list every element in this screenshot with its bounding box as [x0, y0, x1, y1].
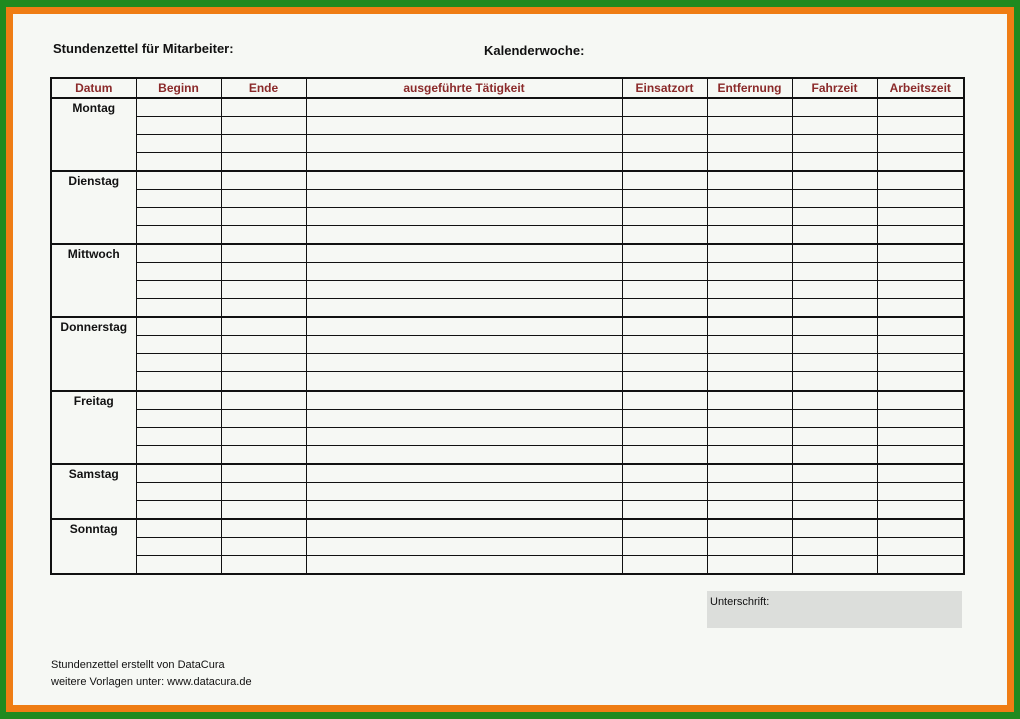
entry-cell-taetigkeit[interactable] [306, 244, 622, 263]
entry-cell-einsatzort[interactable] [622, 153, 707, 172]
entry-cell-arbeitszeit[interactable] [877, 171, 964, 190]
entry-cell-ende[interactable] [221, 190, 306, 208]
column-header-taetigkeit: ausgeführte Tätigkeit [306, 78, 622, 98]
entry-cell-arbeitszeit[interactable] [877, 244, 964, 263]
column-header-datum: Datum [51, 78, 136, 98]
entry-cell-ende[interactable] [221, 135, 306, 153]
entry-cell-entfernung[interactable] [707, 281, 792, 299]
entry-cell-arbeitszeit[interactable] [877, 336, 964, 354]
signature-label: Unterschrift: [710, 596, 770, 608]
table-row [51, 354, 964, 372]
table-row [51, 464, 964, 483]
entry-cell-ende[interactable] [221, 537, 306, 555]
table-row [51, 427, 964, 445]
entry-cell-fahrzeit[interactable] [792, 190, 877, 208]
entry-cell-fahrzeit[interactable] [792, 171, 877, 190]
entry-cell-fahrzeit[interactable] [792, 409, 877, 427]
table-row [51, 317, 964, 336]
footer [51, 657, 252, 691]
table-row [51, 263, 964, 281]
entry-cell-arbeitszeit[interactable] [877, 427, 964, 445]
entry-cell-fahrzeit[interactable] [792, 135, 877, 153]
signature-field[interactable] [707, 591, 962, 628]
timesheet-title: Stundenzettel für Mitarbeiter: [53, 41, 234, 56]
entry-cell-arbeitszeit[interactable] [877, 317, 964, 336]
entry-cell-einsatzort[interactable] [622, 555, 707, 574]
entry-cell-einsatzort[interactable] [622, 519, 707, 538]
entry-cell-entfernung[interactable] [707, 519, 792, 538]
week-label: Kalenderwoche: [484, 43, 585, 58]
entry-cell-beginn[interactable] [136, 391, 221, 410]
entry-cell-beginn[interactable] [136, 445, 221, 464]
table-row [51, 281, 964, 299]
table-row [51, 500, 964, 519]
entry-cell-entfernung[interactable] [707, 464, 792, 483]
table-row [51, 117, 964, 135]
entry-cell-ende[interactable] [221, 153, 306, 172]
entry-cell-fahrzeit[interactable] [792, 500, 877, 519]
entry-cell-einsatzort[interactable] [622, 336, 707, 354]
entry-cell-beginn[interactable] [136, 427, 221, 445]
footer-credit: Stundenzettel erstellt von DataCura [51, 659, 225, 671]
column-header-fahrzeit: Fahrzeit [792, 78, 877, 98]
day-label: Freitag [51, 391, 136, 464]
entry-cell-einsatzort[interactable] [622, 464, 707, 483]
entry-cell-arbeitszeit[interactable] [877, 555, 964, 574]
entry-cell-beginn[interactable] [136, 317, 221, 336]
entry-cell-beginn[interactable] [136, 190, 221, 208]
entry-cell-taetigkeit[interactable] [306, 208, 622, 226]
entry-cell-arbeitszeit[interactable] [877, 391, 964, 410]
entry-cell-fahrzeit[interactable] [792, 519, 877, 538]
entry-cell-entfernung[interactable] [707, 153, 792, 172]
entry-cell-beginn[interactable] [136, 226, 221, 245]
entry-cell-ende[interactable] [221, 171, 306, 190]
entry-cell-einsatzort[interactable] [622, 299, 707, 318]
entry-cell-beginn[interactable] [136, 153, 221, 172]
entry-cell-entfernung[interactable] [707, 391, 792, 410]
entry-cell-beginn[interactable] [136, 135, 221, 153]
table-row [51, 482, 964, 500]
table-row [51, 244, 964, 263]
entry-cell-fahrzeit[interactable] [792, 537, 877, 555]
entry-cell-arbeitszeit[interactable] [877, 208, 964, 226]
entry-cell-arbeitszeit[interactable] [877, 354, 964, 372]
entry-cell-taetigkeit[interactable] [306, 317, 622, 336]
day-label: Sonntag [51, 519, 136, 574]
entry-cell-entfernung[interactable] [707, 500, 792, 519]
entry-cell-arbeitszeit[interactable] [877, 263, 964, 281]
entry-cell-entfernung[interactable] [707, 208, 792, 226]
entry-cell-fahrzeit[interactable] [792, 317, 877, 336]
entry-cell-entfernung[interactable] [707, 427, 792, 445]
entry-cell-fahrzeit[interactable] [792, 445, 877, 464]
entry-cell-einsatzort[interactable] [622, 117, 707, 135]
table-row [51, 226, 964, 245]
table-row [51, 98, 964, 117]
entry-cell-fahrzeit[interactable] [792, 226, 877, 245]
entry-cell-fahrzeit[interactable] [792, 244, 877, 263]
entry-cell-einsatzort[interactable] [622, 281, 707, 299]
entry-cell-fahrzeit[interactable] [792, 555, 877, 574]
entry-cell-beginn[interactable] [136, 117, 221, 135]
entry-cell-taetigkeit[interactable] [306, 427, 622, 445]
entry-cell-ende[interactable] [221, 391, 306, 410]
entry-cell-beginn[interactable] [136, 500, 221, 519]
table-row [51, 299, 964, 318]
entry-cell-taetigkeit[interactable] [306, 500, 622, 519]
entry-cell-entfernung[interactable] [707, 537, 792, 555]
entry-cell-taetigkeit[interactable] [306, 482, 622, 500]
table-row [51, 372, 964, 391]
entry-cell-ende[interactable] [221, 555, 306, 574]
entry-cell-ende[interactable] [221, 98, 306, 117]
entry-cell-arbeitszeit[interactable] [877, 372, 964, 391]
entry-cell-entfernung[interactable] [707, 317, 792, 336]
entry-cell-beginn[interactable] [136, 409, 221, 427]
entry-cell-ende[interactable] [221, 445, 306, 464]
entry-cell-ende[interactable] [221, 500, 306, 519]
day-label: Donnerstag [51, 317, 136, 390]
entry-cell-arbeitszeit[interactable] [877, 226, 964, 245]
entry-cell-entfernung[interactable] [707, 117, 792, 135]
entry-cell-ende[interactable] [221, 226, 306, 245]
entry-cell-fahrzeit[interactable] [792, 117, 877, 135]
entry-cell-ende[interactable] [221, 244, 306, 263]
entry-cell-einsatzort[interactable] [622, 208, 707, 226]
entry-cell-einsatzort[interactable] [622, 354, 707, 372]
entry-cell-einsatzort[interactable] [622, 171, 707, 190]
entry-cell-taetigkeit[interactable] [306, 519, 622, 538]
entry-cell-beginn[interactable] [136, 464, 221, 483]
entry-cell-einsatzort[interactable] [622, 445, 707, 464]
entry-cell-taetigkeit[interactable] [306, 555, 622, 574]
table-row [51, 391, 964, 410]
entry-cell-einsatzort[interactable] [622, 317, 707, 336]
table-row [51, 336, 964, 354]
entry-cell-ende[interactable] [221, 372, 306, 391]
entry-cell-einsatzort[interactable] [622, 372, 707, 391]
entry-cell-taetigkeit[interactable] [306, 263, 622, 281]
entry-cell-taetigkeit[interactable] [306, 190, 622, 208]
entry-cell-einsatzort[interactable] [622, 263, 707, 281]
entry-cell-arbeitszeit[interactable] [877, 500, 964, 519]
entry-cell-beginn[interactable] [136, 336, 221, 354]
table-row [51, 190, 964, 208]
column-header-ende: Ende [221, 78, 306, 98]
entry-cell-taetigkeit[interactable] [306, 281, 622, 299]
entry-cell-einsatzort[interactable] [622, 190, 707, 208]
entry-cell-entfernung[interactable] [707, 226, 792, 245]
entry-cell-entfernung[interactable] [707, 263, 792, 281]
entry-cell-beginn[interactable] [136, 537, 221, 555]
column-header-entfernung: Entfernung [707, 78, 792, 98]
entry-cell-arbeitszeit[interactable] [877, 299, 964, 318]
day-label: Mittwoch [51, 244, 136, 317]
entry-cell-arbeitszeit[interactable] [877, 117, 964, 135]
entry-cell-einsatzort[interactable] [622, 537, 707, 555]
timesheet-table [50, 77, 965, 575]
entry-cell-taetigkeit[interactable] [306, 299, 622, 318]
entry-cell-einsatzort[interactable] [622, 427, 707, 445]
entry-cell-arbeitszeit[interactable] [877, 519, 964, 538]
table-row [51, 555, 964, 574]
entry-cell-ende[interactable] [221, 263, 306, 281]
entry-cell-arbeitszeit[interactable] [877, 135, 964, 153]
entry-cell-ende[interactable] [221, 427, 306, 445]
entry-cell-taetigkeit[interactable] [306, 409, 622, 427]
table-row [51, 409, 964, 427]
entry-cell-einsatzort[interactable] [622, 500, 707, 519]
entry-cell-ende[interactable] [221, 409, 306, 427]
entry-cell-ende[interactable] [221, 317, 306, 336]
entry-cell-beginn[interactable] [136, 281, 221, 299]
entry-cell-entfernung[interactable] [707, 555, 792, 574]
entry-cell-fahrzeit[interactable] [792, 263, 877, 281]
table-header-row [51, 78, 964, 98]
entry-cell-entfernung[interactable] [707, 409, 792, 427]
entry-cell-taetigkeit[interactable] [306, 537, 622, 555]
entry-cell-taetigkeit[interactable] [306, 98, 622, 117]
entry-cell-ende[interactable] [221, 354, 306, 372]
entry-cell-entfernung[interactable] [707, 336, 792, 354]
day-label: Samstag [51, 464, 136, 519]
table-row [51, 135, 964, 153]
entry-cell-arbeitszeit[interactable] [877, 98, 964, 117]
entry-cell-beginn[interactable] [136, 263, 221, 281]
entry-cell-arbeitszeit[interactable] [877, 537, 964, 555]
entry-cell-fahrzeit[interactable] [792, 464, 877, 483]
entry-cell-taetigkeit[interactable] [306, 391, 622, 410]
entry-cell-einsatzort[interactable] [622, 98, 707, 117]
entry-cell-taetigkeit[interactable] [306, 464, 622, 483]
entry-cell-fahrzeit[interactable] [792, 153, 877, 172]
entry-cell-arbeitszeit[interactable] [877, 153, 964, 172]
entry-cell-beginn[interactable] [136, 555, 221, 574]
entry-cell-fahrzeit[interactable] [792, 208, 877, 226]
table-row [51, 537, 964, 555]
entry-cell-arbeitszeit[interactable] [877, 281, 964, 299]
entry-cell-taetigkeit[interactable] [306, 153, 622, 172]
entry-cell-fahrzeit[interactable] [792, 336, 877, 354]
entry-cell-taetigkeit[interactable] [306, 226, 622, 245]
entry-cell-entfernung[interactable] [707, 244, 792, 263]
entry-cell-ende[interactable] [221, 464, 306, 483]
table-row [51, 208, 964, 226]
entry-cell-einsatzort[interactable] [622, 482, 707, 500]
entry-cell-arbeitszeit[interactable] [877, 409, 964, 427]
entry-cell-beginn[interactable] [136, 482, 221, 500]
entry-cell-fahrzeit[interactable] [792, 391, 877, 410]
entry-cell-ende[interactable] [221, 208, 306, 226]
entry-cell-einsatzort[interactable] [622, 409, 707, 427]
table-row [51, 153, 964, 172]
entry-cell-entfernung[interactable] [707, 171, 792, 190]
entry-cell-ende[interactable] [221, 336, 306, 354]
entry-cell-beginn[interactable] [136, 208, 221, 226]
column-header-arbeitszeit: Arbeitszeit [877, 78, 964, 98]
entry-cell-fahrzeit[interactable] [792, 299, 877, 318]
entry-cell-arbeitszeit[interactable] [877, 190, 964, 208]
entry-cell-taetigkeit[interactable] [306, 372, 622, 391]
entry-cell-fahrzeit[interactable] [792, 482, 877, 500]
entry-cell-entfernung[interactable] [707, 98, 792, 117]
table-row [51, 519, 964, 538]
entry-cell-beginn[interactable] [136, 244, 221, 263]
entry-cell-einsatzort[interactable] [622, 244, 707, 263]
entry-cell-taetigkeit[interactable] [306, 135, 622, 153]
entry-cell-entfernung[interactable] [707, 354, 792, 372]
entry-cell-ende[interactable] [221, 482, 306, 500]
entry-cell-fahrzeit[interactable] [792, 354, 877, 372]
entry-cell-taetigkeit[interactable] [306, 445, 622, 464]
entry-cell-arbeitszeit[interactable] [877, 445, 964, 464]
table-row [51, 171, 964, 190]
entry-cell-fahrzeit[interactable] [792, 427, 877, 445]
entry-cell-fahrzeit[interactable] [792, 281, 877, 299]
timesheet-body [51, 98, 964, 574]
entry-cell-arbeitszeit[interactable] [877, 482, 964, 500]
entry-cell-ende[interactable] [221, 299, 306, 318]
entry-cell-ende[interactable] [221, 117, 306, 135]
entry-cell-arbeitszeit[interactable] [877, 464, 964, 483]
entry-cell-taetigkeit[interactable] [306, 354, 622, 372]
entry-cell-ende[interactable] [221, 281, 306, 299]
day-label: Montag [51, 98, 136, 171]
entry-cell-taetigkeit[interactable] [306, 336, 622, 354]
column-header-beginn: Beginn [136, 78, 221, 98]
column-header-einsatzort: Einsatzort [622, 78, 707, 98]
entry-cell-taetigkeit[interactable] [306, 171, 622, 190]
entry-cell-beginn[interactable] [136, 98, 221, 117]
entry-cell-einsatzort[interactable] [622, 135, 707, 153]
entry-cell-beginn[interactable] [136, 171, 221, 190]
entry-cell-entfernung[interactable] [707, 135, 792, 153]
entry-cell-entfernung[interactable] [707, 482, 792, 500]
entry-cell-fahrzeit[interactable] [792, 372, 877, 391]
entry-cell-beginn[interactable] [136, 299, 221, 318]
entry-cell-entfernung[interactable] [707, 299, 792, 318]
entry-cell-entfernung[interactable] [707, 445, 792, 464]
entry-cell-beginn[interactable] [136, 519, 221, 538]
entry-cell-entfernung[interactable] [707, 372, 792, 391]
entry-cell-einsatzort[interactable] [622, 391, 707, 410]
entry-cell-beginn[interactable] [136, 372, 221, 391]
entry-cell-entfernung[interactable] [707, 190, 792, 208]
entry-cell-ende[interactable] [221, 519, 306, 538]
entry-cell-fahrzeit[interactable] [792, 98, 877, 117]
table-row [51, 445, 964, 464]
entry-cell-taetigkeit[interactable] [306, 117, 622, 135]
entry-cell-beginn[interactable] [136, 354, 221, 372]
day-label: Dienstag [51, 171, 136, 244]
footer-link: weitere Vorlagen unter: www.datacura.de [51, 676, 252, 688]
entry-cell-einsatzort[interactable] [622, 226, 707, 245]
